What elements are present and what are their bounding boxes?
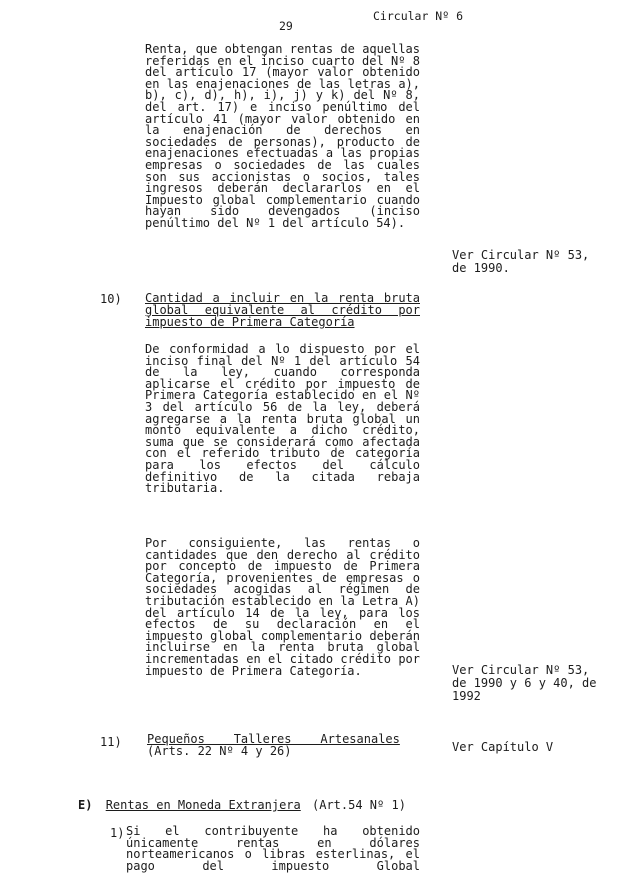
- page-number: 29: [279, 19, 293, 33]
- item-11-heading: [147, 733, 422, 757]
- item-11-number: 11): [100, 735, 122, 749]
- circular-header: Circular Nº 6: [373, 9, 464, 23]
- side-note-circulars-53-6-40: Ver Circular Nº 53, de 1990 y 6 y 40, de 1992: [452, 663, 597, 703]
- side-note-circular-53: Ver Circular Nº 53, de 1990.: [452, 248, 590, 275]
- paragraph-intro: Renta, que obtengan rentas de aquellas referidas en el inciso cuarto del Nº 8 del artículo 17 (mayor valor obtenido en las enajenaciones de las letras a), b), c), d), h), i), j) y k) del Nº 8, del art. 17) e inciso penúltimo del artículo 41 (mayor valor obtenido en la enajenación de derechos en sociedades de personas), producto de enajenaciones efectuadas a las propias empresas o sociedades de las cuales son sus accionistas o socios, tales ingresos deberán declararlos en el Impuesto global complementario cuando hayan sido devengados (inciso penúltimo del Nº 1 del artículo 54).: [145, 42, 420, 230]
- item-10-number: 10): [100, 292, 122, 306]
- item-e1-number: 1): [110, 826, 125, 840]
- item-10-paragraph-1: De conformidad a lo dispuesto por el inciso final del Nº 1 del artículo 54 de la ley, cuando corresponda aplicarse el crédito por impuesto de Primera Categoría establecido en el Nº 3 del artículo 56 de la ley, deberá agregarse a la renta bruta global un monto equivalente a dicho crédito, suma que se considerará como afectada con el referido tributo de categoría para los efectos del cálculo definitivo de la citada rebaja tributaria.: [145, 342, 420, 496]
- side-note-capitulo-v: Ver Capítulo V: [452, 740, 554, 754]
- section-e-title: Rentas en Moneda Extranjera: [105, 798, 301, 812]
- section-e-letter: E): [78, 798, 93, 812]
- item-10-paragraph-2: Por consiguiente, las rentas o cantidades que den derecho al crédito por concepto de impuesto de Primera Categoría, provenientes de empresas o sociedades acogidas al régimen de tributación establecido en la Letra A) del artículo 14 de la ley, para los efectos de su declaración en el impuesto global complementario deberán incluirse en la renta bruta global incrementadas en el citado crédito por impuesto de Primera Categoría.: [145, 536, 420, 678]
- item-11-subtitle: (Arts. 22 Nº 4 y 26): [147, 744, 292, 758]
- item-11-title: Pequeños Talleres Artesanales: [147, 732, 400, 746]
- section-e-heading: [78, 798, 406, 812]
- item-e1-text: Si el contribuyente ha obtenido únicamente rentas en dólares norteamericanos o libras esterlinas, el pago del impuesto Global: [126, 824, 420, 873]
- item-10-title: Cantidad a incluir en la renta bruta global equivalente al crédito por impuesto de Primera Categoría: [145, 291, 420, 329]
- section-e-reference: (Art.54 Nº 1): [312, 798, 406, 812]
